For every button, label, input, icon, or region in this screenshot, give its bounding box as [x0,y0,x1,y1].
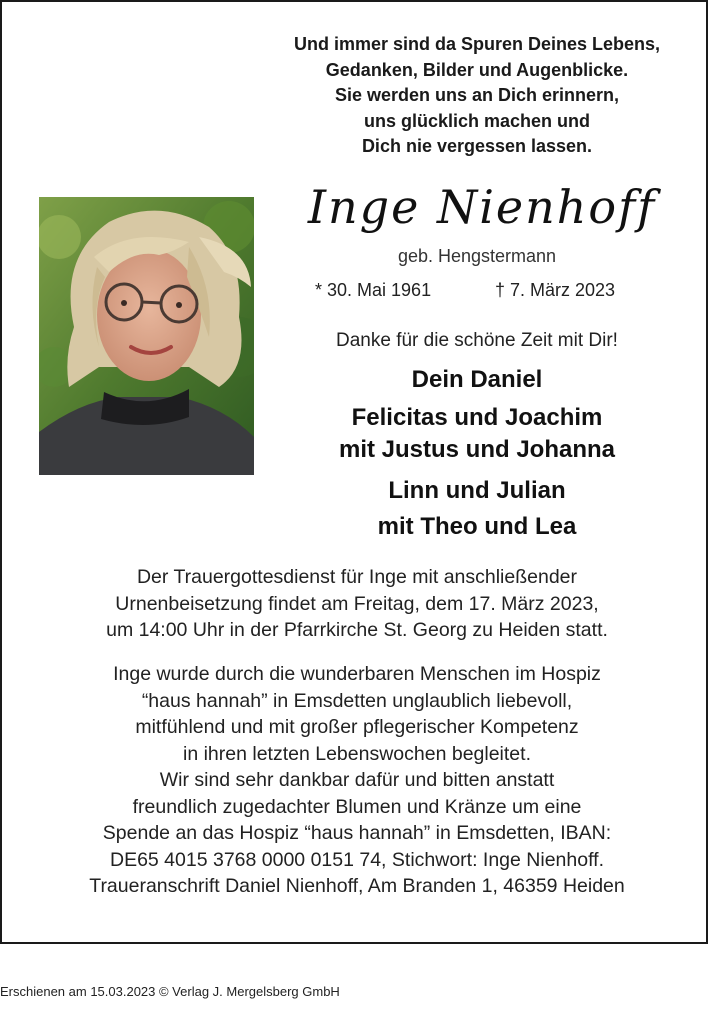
deceased-name: Inge Nienhoff [307,180,657,234]
birth-date: * 30. Mai 1961 [315,280,432,300]
publication-footer: Erschienen am 15.03.2023 © Verlag J. Mergelsberg GmbH [0,984,340,999]
hospice-line: Wir sind sehr dankbar dafür und bitten anstatt [159,769,555,791]
family-member: Felicitas und Joachim [351,404,603,431]
family-member: Dein Daniel [411,366,543,393]
service-line: um 14:00 Uhr in der Pfarrkirche St. Georg zu Heiden statt. [106,619,608,641]
hospice-line: in ihren letzten Lebenswochen begleitet. [183,742,531,765]
family-member: Linn und Julian [388,477,566,504]
service-line: Urnenbeisetzung findet am Freitag, dem 17. März 2023, [115,592,599,615]
portrait-photo [39,197,254,475]
hospice-info [22,661,692,900]
maiden-name: geb. Hengstermann [397,246,557,266]
hospice-line: freundlich zugedachter Blumen und Kränze um eine [132,795,582,818]
poem-line: uns glücklich machen und [363,110,591,131]
poem-line: Und immer sind da Spuren Deines Lebens, [293,34,661,54]
hospice-line: Inge wurde durch die wunderbaren Menschen im Hospiz [113,663,601,685]
portrait-illustration [39,197,254,475]
death-date: † 7. März 2023 [495,280,616,300]
service-line: Der Trauergottesdienst für Inge mit anschließender [136,566,578,588]
thanks-line: Danke für die schöne Zeit mit Dir! [336,330,618,351]
hospice-line: “haus hannah” in Emsdetten unglaublich liebevoll, [141,689,573,712]
poem-line: Dich nie vergessen lassen. [361,136,593,157]
hospice-line: Spende an das Hospiz “haus hannah” in Emsdetten, IBAN: [102,822,612,844]
hospice-line: Traueranschrift Daniel Nienhoff, Am Branden 1, 46359 Heiden [89,875,625,897]
memorial-poem [262,32,692,160]
hospice-line: mitfühlend und mit großer pflegerischer Kompetenz [135,716,579,738]
poem-line: Gedanken, Bilder und Augenblicke. [325,59,629,80]
family-member: mit Theo und Lea [377,513,577,540]
poem-line: Sie werden uns an Dich erinnern, [334,85,620,106]
family-member: mit Justus und Johanna [338,436,616,463]
hospice-line: DE65 4015 3768 0000 0151 74, Stichwort: Inge Nienhoff. [109,848,604,871]
service-info [22,564,692,644]
